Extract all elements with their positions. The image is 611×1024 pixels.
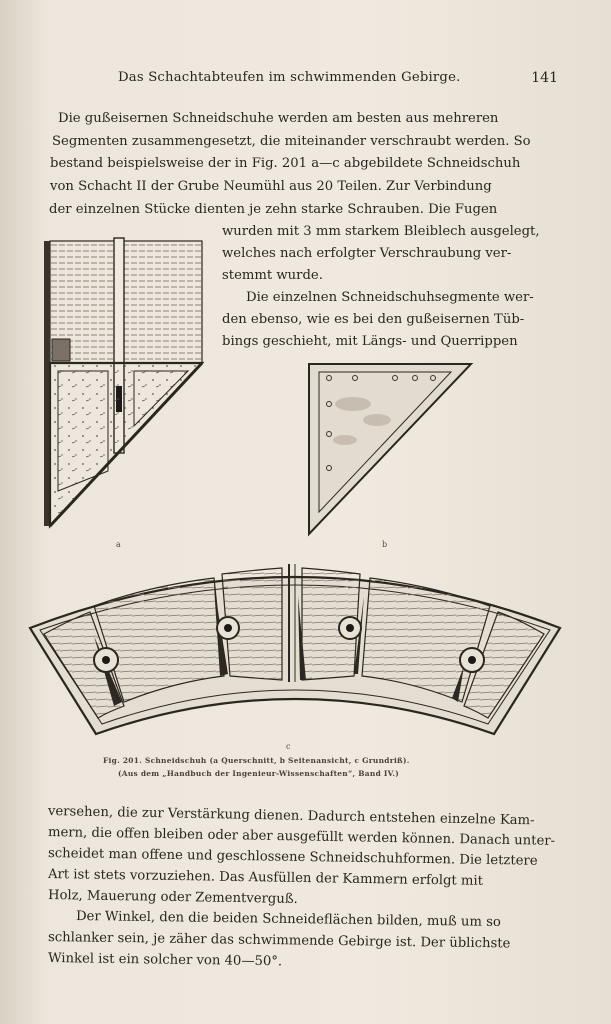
figure-c-label: c [286,742,291,751]
figure-a-cross-section [38,236,208,536]
paragraph-1-line-5: der einzelnen Stücke dienten je zehn starke Schrauben. Die Fugen [49,202,498,217]
figure-b-side-view [305,362,475,542]
paragraph-3-line-3: scheidet man offene und geschlossene Schneidschuhformen. Die letztere [47,846,538,869]
paragraph-3-line-1: versehen, die zur Verstärkung dienen. Dadurch entstehen einzelne Kam- [47,804,535,829]
wall-block [52,339,70,361]
paragraph-1-line-6: wurden mit 3 mm starkem Bleiblech ausgelegt, [222,224,540,239]
figure-caption-line-1: Fig. 201. Schneidschuh (a Querschnitt, b Seitenansicht, c Grundriß). [103,756,410,765]
paragraph-1-line-8: stemmt wurde. [222,268,323,283]
header-title: Das Schachtabteufen im schwimmenden Gebirge. [118,70,461,85]
figure-a-label: a [116,540,121,549]
running-header [118,70,558,92]
paragraph-1-line-2: Segmenten zusammengesetzt, die miteinander verschraubt werden. So [52,134,531,149]
paragraph-2-line-1: Die einzelnen Schneidschuhsegmente wer- [246,290,534,305]
paragraph-2-line-2: den ebenso, wie es bei den gußeisernen Tüb- [222,312,525,327]
paragraph-4-line-2: schlanker sein, je zäher das schwimmende Gebirge ist. Der üblichste [47,930,511,952]
side-view-triangle [309,364,471,534]
page-number: 141 [531,70,558,86]
soil-hatching [50,241,202,363]
paragraph-1-line-1: Die gußeisernen Schneidschuhe werden am besten aus mehreren [58,111,499,126]
paragraph-3-line-2: mern, die offen bleiben oder aber ausgefüllt werden können. Danach unter- [47,825,556,849]
paragraph-1-line-3: bestand beispielsweise der in Fig. 201 a—c abgebildete Schneidschuh [50,156,521,171]
paragraph-1-line-7: welches nach erfolgter Verschraubung ver- [222,246,512,261]
paragraph-1-line-4: von Schacht II der Grube Neumühl aus 20 Teilen. Zur Verbindung [50,179,492,194]
paragraph-3-line-5: Holz, Mauerung oder Zementverguß. [47,888,298,907]
figure-c-plan-view [24,556,566,746]
paragraph-4-line-1: Der Winkel, den die beiden Schneideflächen bilden, muß um so [75,909,501,930]
figure-b-label: b [382,540,388,549]
figure-caption-line-2: (Aus dem „Handbuch der Ingenieur-Wissenschaften“, Band IV.) [118,769,400,778]
paragraph-4-line-3: Winkel ist ein solcher von 40—50°. [47,951,283,970]
paragraph-2-line-3: bings geschieht, mit Längs- und Querrippen [222,334,518,349]
paragraph-3-line-4: Art ist stets vorzuziehen. Das Ausfüllen der Kammern erfolgt mit [47,867,484,889]
